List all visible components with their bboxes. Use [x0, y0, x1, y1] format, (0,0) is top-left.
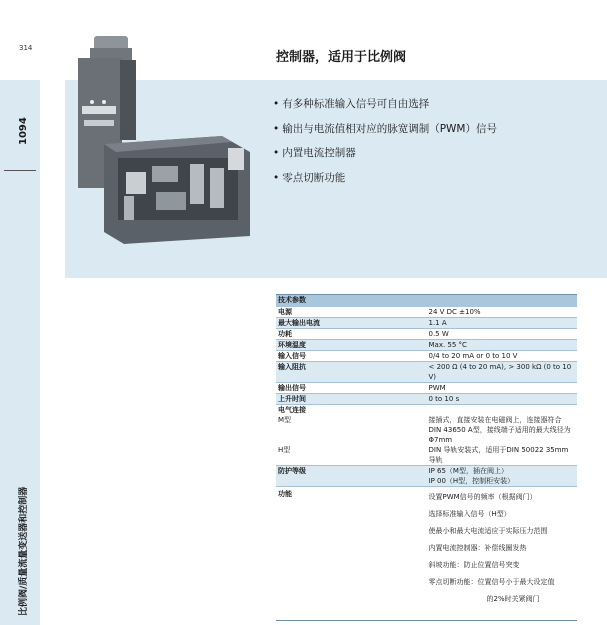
spec-row: 功耗 0.5 W	[276, 329, 577, 340]
feature-item: • 零点切断功能	[273, 171, 346, 184]
side-chapter-title: 比例阀/质量流量变送器和控制器	[19, 486, 29, 616]
spec-table-header: 技术参数	[276, 295, 577, 308]
table-bottom-rule	[276, 620, 577, 621]
spec-row: 环境温度 Max. 55 °C	[276, 340, 577, 351]
bullet-icon: •	[273, 147, 280, 159]
feature-list	[273, 98, 497, 196]
spec-row: 输入信号 0/4 to 20 mA or 0 to 10 V	[276, 351, 577, 362]
spec-row: 输入阻抗 < 200 Ω (4 to 20 mA), > 300 kΩ (0 to 10 V)	[276, 362, 577, 383]
spec-row-connection-m: M型 接插式，直接安装在电磁阀上，连接器符合 DIN 43650 A型，接线端子适用的最大线径为 Φ7mm	[278, 416, 571, 444]
feature-item: • 内置电流控制器	[273, 147, 356, 159]
controller-product-photo	[72, 36, 252, 244]
spec-table	[276, 294, 577, 608]
page-number: 314	[19, 44, 33, 52]
bullet-icon: •	[273, 98, 280, 110]
side-code-label: 1094	[18, 117, 29, 145]
spec-row: 电源 24 V DC ±10%	[276, 307, 577, 318]
spec-row-connection-h: H型 DIN 导轨安装式，适用于DIN 50022 35mm 导轨	[276, 445, 577, 466]
side-code-divider	[4, 170, 36, 171]
spec-row: 最大输出电流 1.1 A	[276, 318, 577, 329]
spec-row: 上升时间 0 to 10 s	[276, 394, 577, 405]
spec-row-connection: 电气连接	[278, 406, 306, 414]
feature-item: • 输出与电流值相对应的脉宽调制（PWM）信号	[273, 122, 497, 135]
bullet-icon: •	[273, 171, 280, 184]
page-title: 控制器，适用于比例阀	[276, 50, 407, 65]
spec-row-functions: 功能 设置PWM信号的频率（根据阀门） 选择标准输入信号（H型） 使最小和最大电流适应于实际压力范围 内置电流控制器：补偿线圈发热 斜坡功能：防止位置信号突变 零点切断功能：位置信号小于最大设定值 的2%时关紧阀门	[278, 490, 555, 603]
bullet-icon: •	[273, 122, 280, 135]
feature-item: • 有多种标准输入信号可自由选择	[273, 98, 430, 110]
spec-row: 输出信号 PWM	[276, 383, 577, 394]
spec-row-protection: 防护等级 IP 65（M型，插在阀上） IP 00（H型，控制柜安装）	[276, 466, 577, 487]
